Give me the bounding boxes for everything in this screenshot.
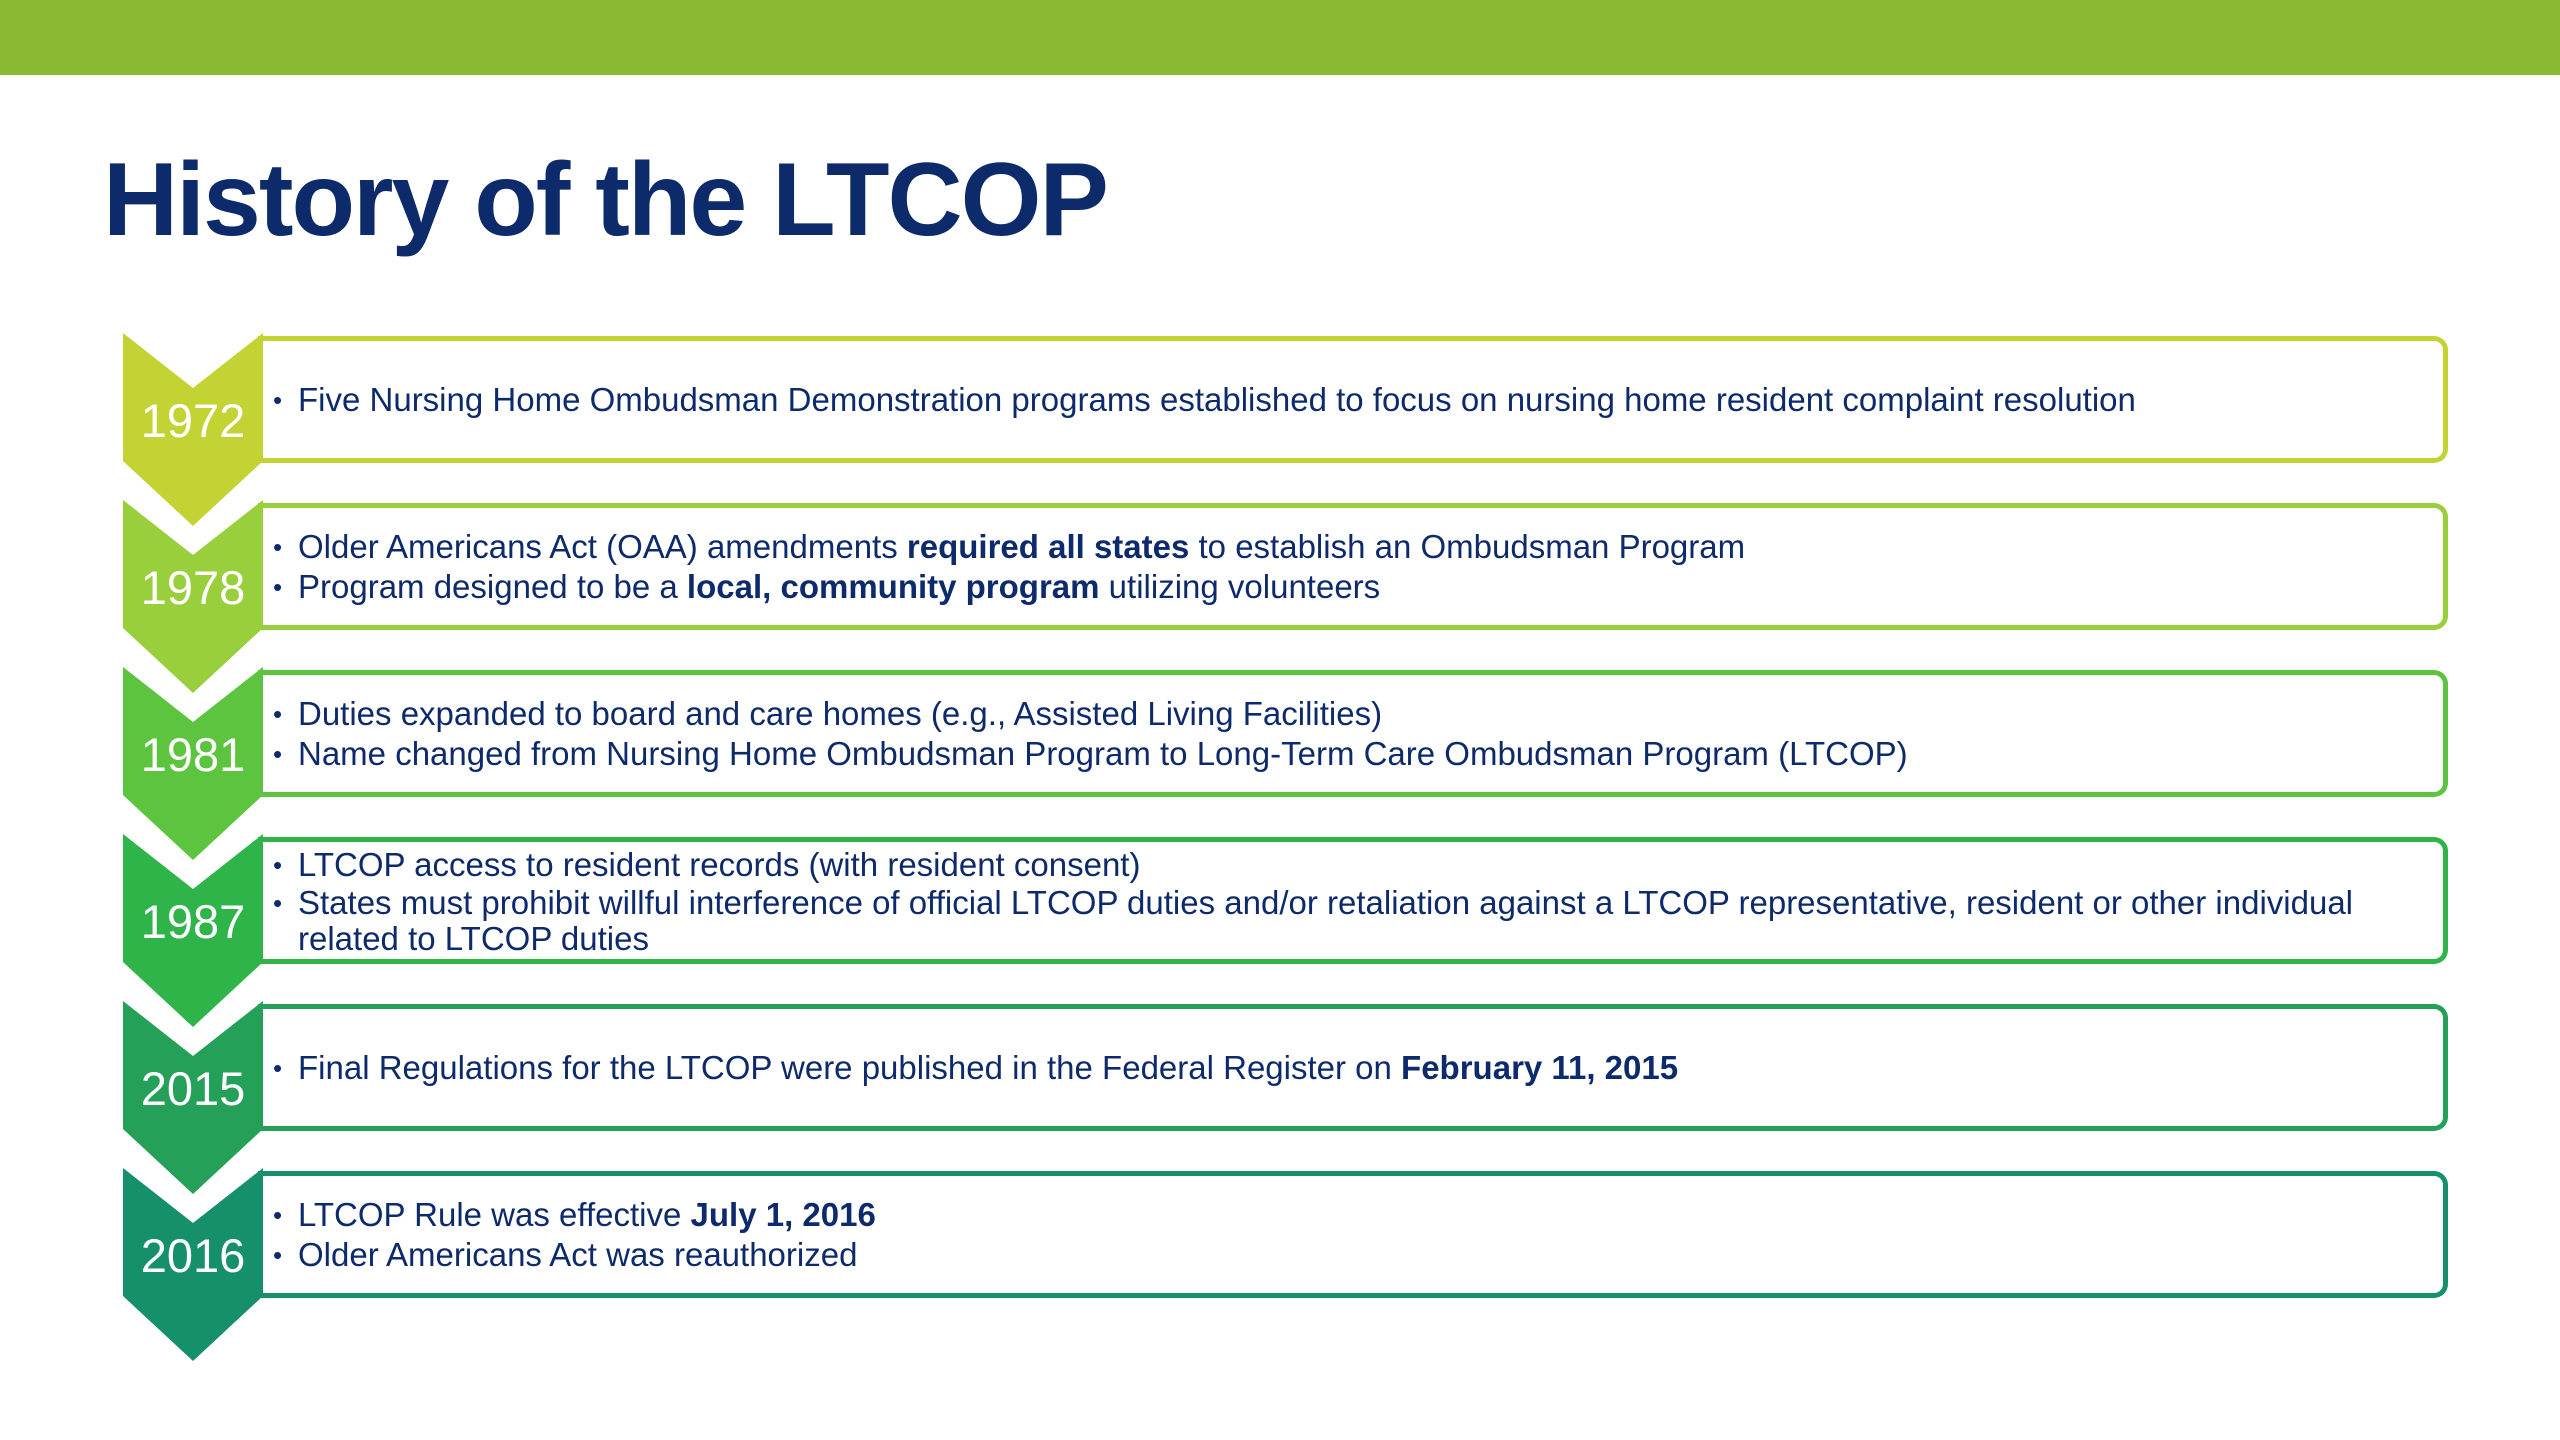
bullet-emphasis-text: July 1, 2016	[690, 1195, 876, 1233]
bullet-text: LTCOP Rule was effective	[298, 1195, 691, 1233]
timeline-row	[0, 503, 2560, 693]
year-label: 2015	[140, 1062, 246, 1115]
event-bullet	[273, 527, 2443, 567]
year-label: 1972	[140, 394, 246, 447]
event-box	[258, 1171, 2448, 1298]
bullet-text: utilizing volunteers	[1099, 567, 1381, 605]
bullet-emphasis-text: February 11, 2015	[1401, 1048, 1679, 1086]
event-box	[258, 503, 2448, 630]
bullet-text: Name changed from Nursing Home Ombudsman Program to Long-Term Care Ombudsman Program (LTCOP)	[298, 734, 1908, 772]
bullet-text: to establish an Ombudsman Program	[1189, 527, 1746, 565]
event-box	[258, 1004, 2448, 1131]
page-title: History of the LTCOP	[103, 142, 1107, 258]
bullet-text: Older Americans Act (OAA) amendments	[298, 527, 907, 565]
event-bullet	[273, 380, 2443, 420]
event-bullet	[273, 845, 2443, 885]
event-bullet	[273, 1235, 2443, 1275]
event-bullet	[273, 1048, 2443, 1088]
bullet-emphasis-text: required all states	[906, 527, 1190, 565]
bullet-text: Final Regulations for the LTCOP were published in the Federal Register on	[298, 1048, 1402, 1086]
timeline-row	[0, 336, 2560, 526]
year-label: 1978	[140, 561, 246, 614]
year-label: 1987	[140, 895, 246, 948]
event-bullet	[273, 885, 2443, 957]
bullet-text: Program designed to be a	[298, 567, 687, 605]
bullet-text: Duties expanded to board and care homes (e.g., Assisted Living Facilities)	[298, 694, 1383, 732]
bullet-text: LTCOP access to resident records (with resident consent)	[298, 845, 1141, 883]
bullet-text: Five Nursing Home Ombudsman Demonstration programs established to focus on nursing home resident complaint resolution	[298, 380, 2136, 418]
event-bullet	[273, 567, 2443, 607]
timeline-row	[0, 1004, 2560, 1194]
event-bullet	[273, 694, 2443, 734]
event-bullet	[273, 734, 2443, 774]
bullet-text: Older Americans Act was reauthorized	[298, 1235, 858, 1273]
year-label: 2016	[140, 1229, 246, 1282]
event-box	[258, 837, 2448, 964]
event-bullet	[273, 1195, 2443, 1235]
year-label: 1981	[140, 728, 246, 781]
timeline-row	[0, 1171, 2560, 1361]
timeline-row	[0, 670, 2560, 860]
bullet-text: States must prohibit willful interference of official LTCOP duties and/or retaliation against a LTCOP representative, resident or other individual related to LTCOP duties	[298, 883, 2354, 957]
event-box	[258, 670, 2448, 797]
event-box	[258, 336, 2448, 463]
timeline-row	[0, 837, 2560, 1027]
bullet-emphasis-text: local, community program	[686, 567, 1100, 605]
